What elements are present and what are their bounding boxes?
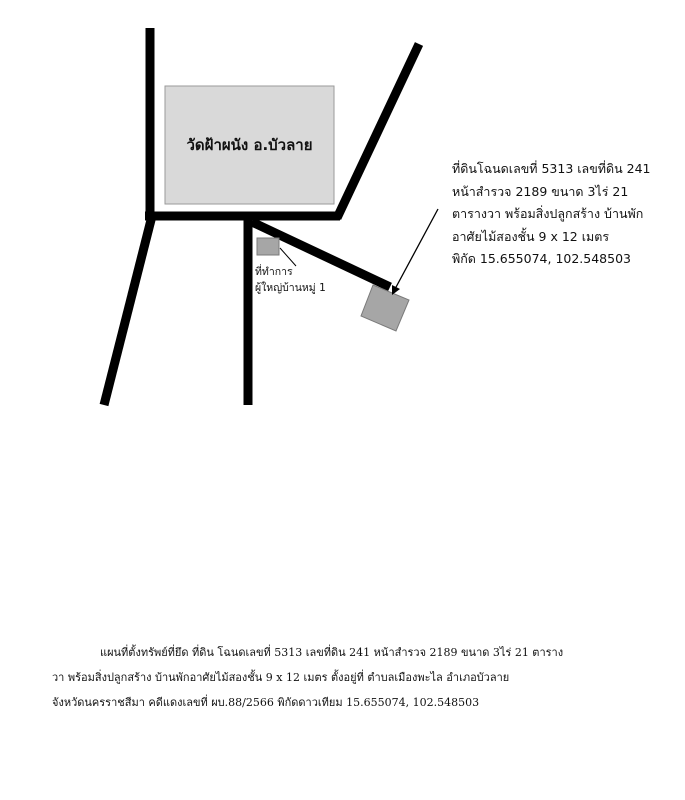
office-label-line: ที่ทำการ <box>255 266 293 278</box>
caption-line: จังหวัดนครราชสีมา คดีแดงเลขที่ ผบ.88/2566 พิกัดดาวเทียม 15.655074, 102.548503 <box>52 696 480 709</box>
road-diagonal-southwest <box>104 216 152 405</box>
office-label <box>255 264 326 296</box>
office-label-line: ผู้ใหญ่บ้านหมู่ 1 <box>255 282 326 294</box>
land-description-line: อาศัยไม้สองชั้น 9 x 12 เมตร <box>452 228 610 244</box>
map-caption <box>52 640 622 715</box>
land-description <box>452 158 650 271</box>
land-description-line: หน้าสำรวจ 2189 ขนาด 3ไร่ 21 <box>452 183 629 199</box>
road-diagonal-northeast <box>337 44 419 218</box>
land-description-line: ที่ดินโฉนดเลขที่ 5313 เลขที่ดิน 241 <box>452 161 651 176</box>
caption-line: แผนที่ตั้งทรัพย์ที่ยึด ที่ดิน โฉนดเลขที่ 5313 เลขที่ดิน 241 หน้าสำรวจ 2189 ขนาด 3ไร่ 21 ตาราง <box>100 646 564 659</box>
village-office-building <box>257 238 279 255</box>
temple-label: วัดฝ้าผนัง อ.บัวลาย <box>186 136 313 154</box>
caption-line: วา พร้อมสิ่งปลูกสร้าง บ้านพักอาศัยไม้สองชั้น 9 x 12 เมตร ตั้งอยู่ที่ ตำบลเมืองพะไล อำเภอบัวลาย <box>52 671 510 684</box>
property-building <box>361 285 409 331</box>
land-description-line: พิกัด 15.655074, 102.548503 <box>452 251 631 266</box>
property-pointer-arrow <box>395 209 438 289</box>
land-description-line: ตารางวา พร้อมสิ่งปลูกสร้าง บ้านพัก <box>452 206 644 221</box>
